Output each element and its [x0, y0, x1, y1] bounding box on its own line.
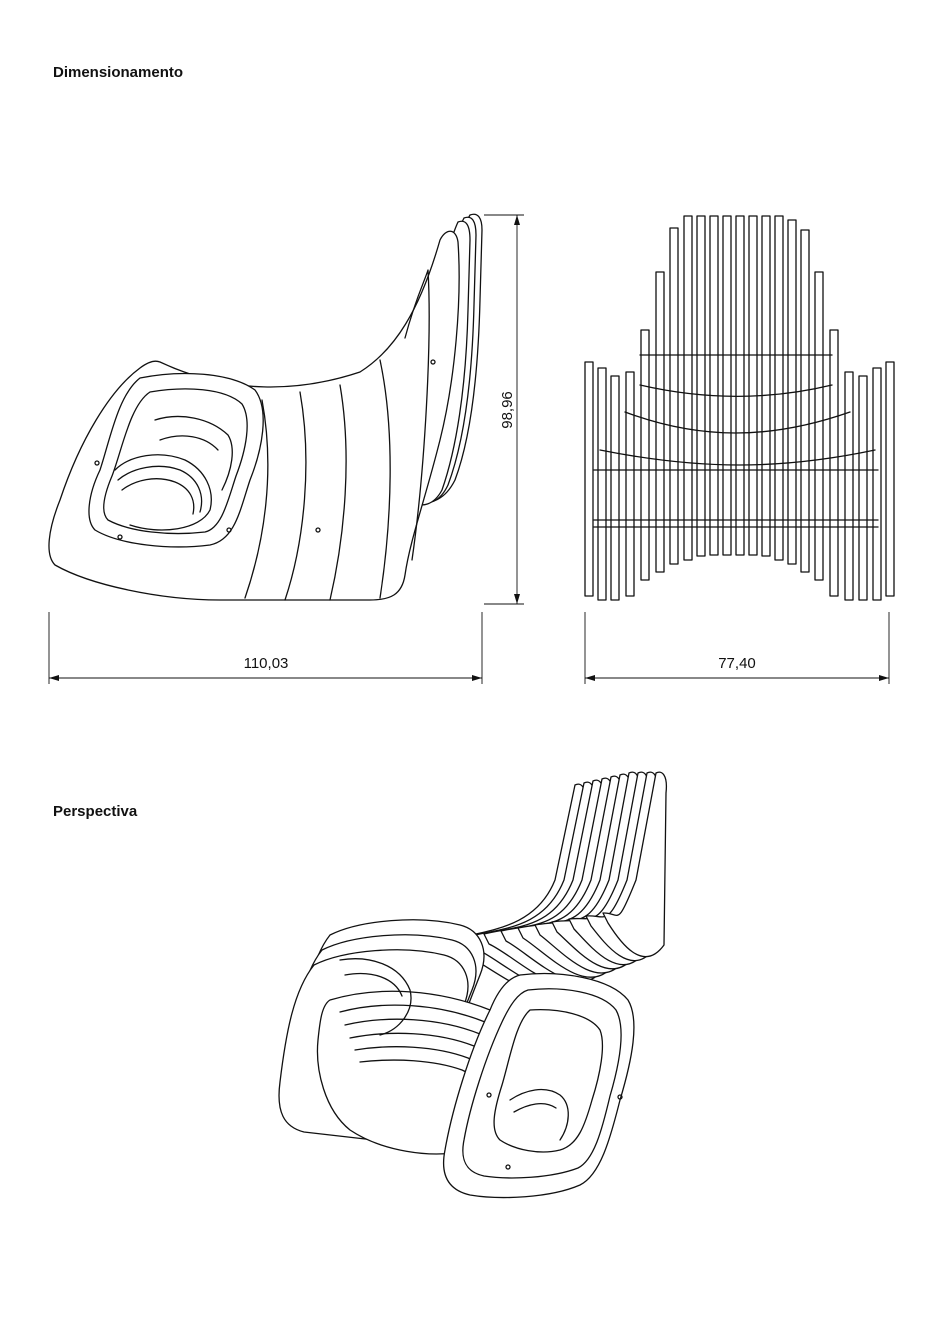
perspective-title: Perspectiva — [53, 803, 138, 820]
front-slat — [801, 230, 809, 572]
front-slat — [736, 216, 744, 555]
side-view-chair — [49, 214, 482, 600]
front-view-chair — [585, 216, 894, 600]
front-slat — [723, 216, 731, 555]
front-slat — [775, 216, 783, 560]
dimensioning-title: Dimensionamento — [53, 64, 184, 81]
front-slat — [762, 216, 770, 556]
front-slat — [886, 362, 894, 596]
side-length-label: 110,03 — [243, 655, 289, 672]
front-slat — [845, 372, 853, 600]
side-height-label: 98,96 — [499, 391, 516, 429]
front-width-dimension — [585, 612, 889, 684]
front-slat — [641, 330, 649, 580]
side-length-dimension — [49, 612, 482, 684]
front-slat — [873, 368, 881, 600]
front-slat — [710, 216, 718, 555]
front-slat — [626, 372, 634, 596]
front-width-label: 77,40 — [718, 655, 756, 672]
front-slat — [611, 376, 619, 600]
front-slat — [815, 272, 823, 580]
front-slat — [830, 330, 838, 596]
front-slat — [585, 362, 593, 596]
front-slat — [749, 216, 757, 555]
front-slat — [859, 376, 867, 600]
front-slat — [697, 216, 705, 556]
front-slat — [684, 216, 692, 560]
perspective-chair — [279, 772, 666, 1197]
front-slat — [598, 368, 606, 600]
side-height-dimension — [484, 215, 524, 604]
front-slat — [670, 228, 678, 564]
